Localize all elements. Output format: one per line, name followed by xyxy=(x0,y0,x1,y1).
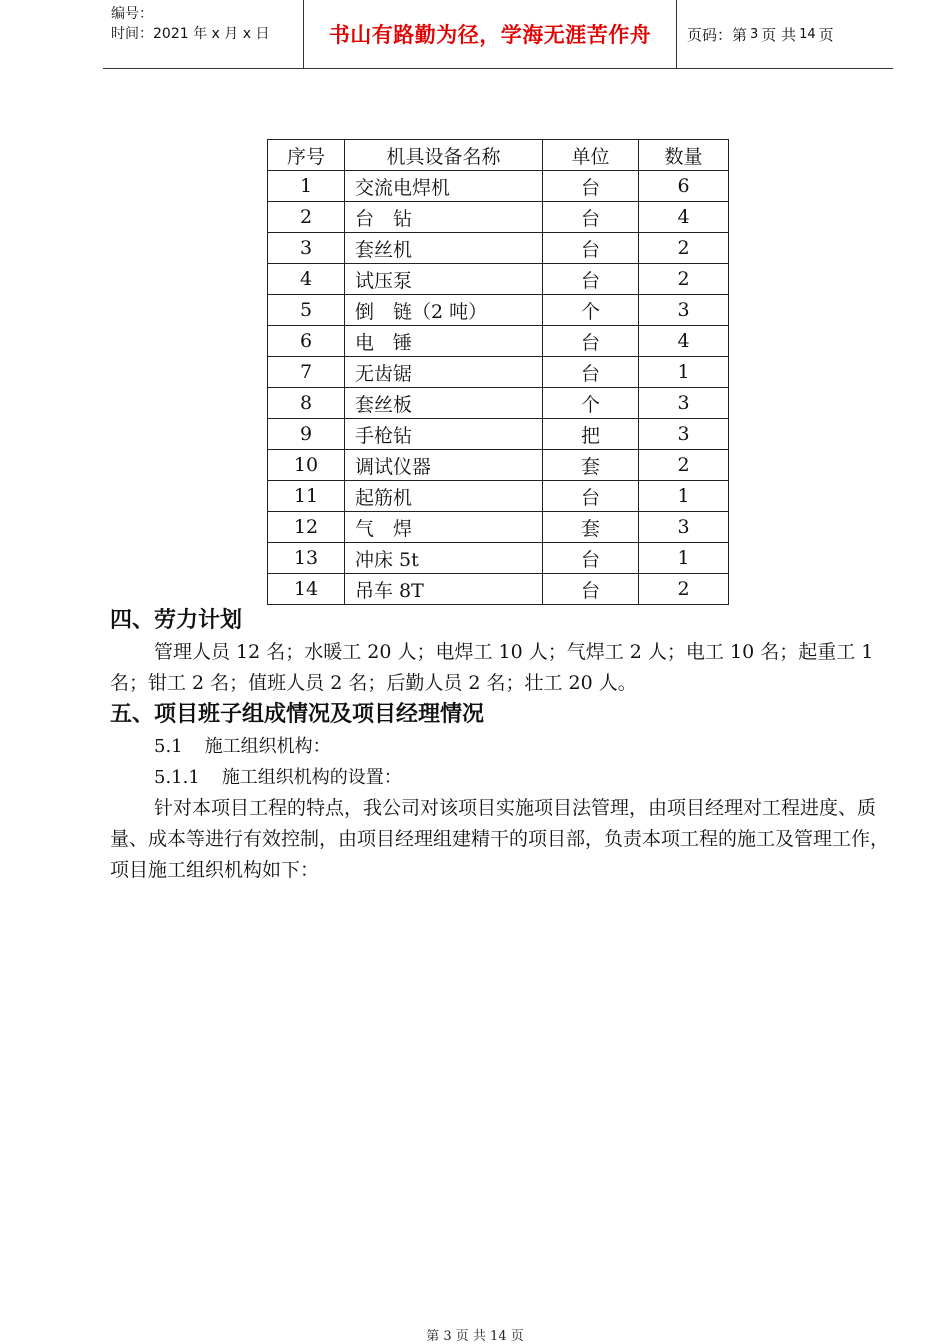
cell-index: 7 xyxy=(268,357,345,388)
cell-index: 5 xyxy=(268,295,345,326)
cell-quantity: 1 xyxy=(639,543,729,574)
cell-index: 9 xyxy=(268,419,345,450)
header-info xyxy=(103,0,304,68)
equipment-table xyxy=(267,139,729,605)
cell-name: 套丝机 xyxy=(345,233,543,264)
cell-name: 起筋机 xyxy=(345,481,543,512)
cell-quantity: 1 xyxy=(639,357,729,388)
cell-unit: 把 xyxy=(543,419,639,450)
table-body xyxy=(268,171,729,605)
section-5-title: 五、项目班子组成情况及项目经理情况 xyxy=(110,702,485,727)
table-row xyxy=(268,233,729,264)
cell-quantity: 3 xyxy=(639,512,729,543)
page-suffix: 页 xyxy=(818,25,834,44)
subsection-5-1-number: 5.1 xyxy=(154,736,183,757)
table-row xyxy=(268,326,729,357)
cell-index: 14 xyxy=(268,574,345,605)
cell-name: 无齿锯 xyxy=(345,357,543,388)
cell-quantity: 3 xyxy=(639,295,729,326)
subsection-5-1 xyxy=(110,731,890,762)
cell-quantity: 1 xyxy=(639,481,729,512)
cell-unit: 个 xyxy=(543,388,639,419)
cell-quantity: 2 xyxy=(639,233,729,264)
cell-index: 4 xyxy=(268,264,345,295)
header-motto: 书山有路勤为径，学海无涯苦作舟 xyxy=(304,0,677,68)
cell-index: 8 xyxy=(268,388,345,419)
page-mid: 页 共 xyxy=(761,25,797,44)
cell-index: 2 xyxy=(268,202,345,233)
table-row xyxy=(268,171,729,202)
cell-index: 6 xyxy=(268,326,345,357)
col-header-name: 机具设备名称 xyxy=(345,140,543,171)
table-row xyxy=(268,512,729,543)
cell-quantity: 4 xyxy=(639,202,729,233)
cell-unit: 台 xyxy=(543,202,639,233)
page-footer: 第 3 页 共 14 页 xyxy=(426,1329,524,1344)
cell-index: 11 xyxy=(268,481,345,512)
cell-unit: 台 xyxy=(543,357,639,388)
cell-name: 交流电焊机 xyxy=(345,171,543,202)
col-header-unit: 单位 xyxy=(543,140,639,171)
section-4-title: 四、劳力计划 xyxy=(110,608,243,633)
subsection-5-1-1-text: 施工组织机构的设置： xyxy=(221,767,402,788)
cell-unit: 台 xyxy=(543,326,639,357)
cell-quantity: 2 xyxy=(639,574,729,605)
cell-unit: 台 xyxy=(543,233,639,264)
table-row xyxy=(268,295,729,326)
table-row xyxy=(268,357,729,388)
subsection-5-1-1-number: 5.1.1 xyxy=(154,767,200,788)
cell-index: 1 xyxy=(268,171,345,202)
cell-quantity: 6 xyxy=(639,171,729,202)
cell-unit: 台 xyxy=(543,481,639,512)
cell-quantity: 4 xyxy=(639,326,729,357)
cell-name: 气 焊 xyxy=(345,512,543,543)
table-row xyxy=(268,481,729,512)
cell-index: 10 xyxy=(268,450,345,481)
header-page-number xyxy=(677,0,893,68)
cell-name: 调试仪器 xyxy=(345,450,543,481)
page-current: 3 xyxy=(750,26,759,42)
cell-unit: 台 xyxy=(543,171,639,202)
table-row xyxy=(268,419,729,450)
page-total: 14 xyxy=(799,26,816,42)
cell-unit: 台 xyxy=(543,543,639,574)
cell-unit: 台 xyxy=(543,574,639,605)
table-row xyxy=(268,574,729,605)
cell-name: 倒 链（2 吨） xyxy=(345,295,543,326)
subsection-5-1-1 xyxy=(110,762,890,793)
cell-index: 12 xyxy=(268,512,345,543)
main-content xyxy=(110,605,890,886)
cell-name: 台 钻 xyxy=(345,202,543,233)
page-header xyxy=(103,0,893,69)
cell-unit: 套 xyxy=(543,450,639,481)
cell-quantity: 3 xyxy=(639,419,729,450)
cell-quantity: 2 xyxy=(639,264,729,295)
subsection-5-1-text: 施工组织机构： xyxy=(204,736,331,757)
table-row xyxy=(268,543,729,574)
table-row xyxy=(268,202,729,233)
cell-unit: 套 xyxy=(543,512,639,543)
table-row xyxy=(268,388,729,419)
col-header-index: 序号 xyxy=(268,140,345,171)
cell-index: 13 xyxy=(268,543,345,574)
cell-unit: 个 xyxy=(543,295,639,326)
time-label: 时间：2021 年 x 月 x 日 xyxy=(111,26,270,42)
cell-index: 3 xyxy=(268,233,345,264)
page-prefix: 页码：第 xyxy=(687,25,748,44)
cell-name: 手枪钻 xyxy=(345,419,543,450)
section-5-paragraph: 针对本项目工程的特点，我公司对该项目实施项目法管理，由项目经理对工程进度、质量、成本等进行有效控制，由项目经理组建精干的项目部，负责本项工程的施工及管理工作，项目施工组织机构如下： xyxy=(110,797,890,881)
cell-quantity: 3 xyxy=(639,388,729,419)
cell-name: 吊车 8T xyxy=(345,574,543,605)
col-header-quantity: 数量 xyxy=(639,140,729,171)
cell-name: 套丝板 xyxy=(345,388,543,419)
table-header-row xyxy=(268,140,729,171)
cell-quantity: 2 xyxy=(639,450,729,481)
cell-name: 试压泵 xyxy=(345,264,543,295)
serial-label: 编号： xyxy=(111,6,153,22)
section-4-paragraph: 管理人员 12 名；水暖工 20 人；电焊工 10 人；气焊工 2 人；电工 10 名；起重工 1 名；钳工 2 名；值班人员 2 名；后勤人员 2 名；壮工 20 人。 xyxy=(110,641,874,694)
cell-name: 电 锤 xyxy=(345,326,543,357)
cell-name: 冲床 5t xyxy=(345,543,543,574)
cell-unit: 台 xyxy=(543,264,639,295)
table-row xyxy=(268,264,729,295)
table-row xyxy=(268,450,729,481)
